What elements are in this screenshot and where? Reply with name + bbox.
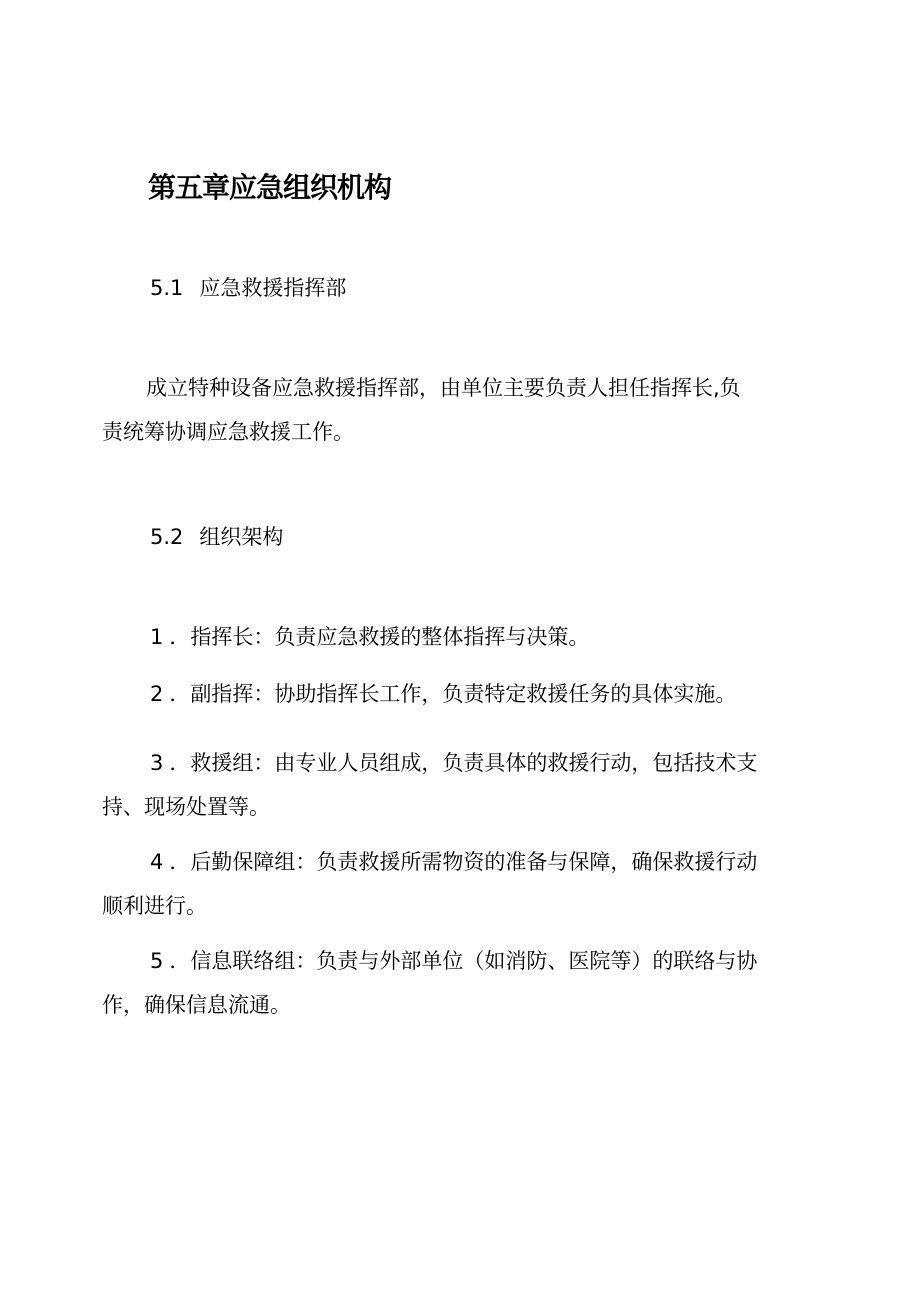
list-item-number: 5 — [150, 949, 164, 973]
list-item-text: ．副指挥：协助指挥长工作，负责特定救援任务的具体实施。 — [169, 682, 737, 706]
list-item-number: 1 — [150, 625, 164, 649]
list-item-text: ．信息联络组：负责与外部单位（如消防、医院等）的联络与协 — [169, 949, 758, 973]
list-item-number: 3 — [150, 751, 164, 775]
list-item — [102, 840, 826, 928]
list-item-text-continued: 顺利进行。 — [102, 894, 207, 918]
section-heading-5-2 — [150, 521, 283, 551]
section-title: 组织架构 — [199, 525, 284, 549]
section-title: 应急救援指挥部 — [199, 276, 347, 300]
list-item — [102, 741, 826, 829]
list-item-text: ．指挥长：负责应急救援的整体指挥与决策。 — [169, 625, 590, 649]
section-heading-5-1 — [150, 272, 346, 302]
paragraph-line: 成立特种设备应急救援指挥部，由单位主要负责人担任指挥长,负 — [146, 376, 741, 400]
list-item-text: ．后勤保障组：负责救援所需物资的准备与保障，确保救援行动 — [169, 850, 758, 874]
list-item — [102, 939, 826, 1027]
section-number: 5.2 — [150, 525, 184, 549]
list-item-text-continued: 持、现场处置等。 — [102, 795, 270, 819]
section-number: 5.1 — [150, 276, 184, 300]
list-item-text: ．救援组：由专业人员组成，负责具体的救援行动，包括技术支 — [169, 751, 758, 775]
list-item-number: 4 — [150, 850, 164, 874]
list-item — [146, 672, 826, 716]
chapter-title: 第五章应急组织机构 — [148, 171, 392, 204]
list-item-number: 2 — [150, 682, 164, 706]
list-item-text-continued: 作，确保信息流通。 — [102, 993, 291, 1017]
list-item — [146, 615, 826, 659]
paragraph-line: 责统筹协调应急救援工作。 — [102, 420, 354, 444]
section-paragraph — [102, 366, 826, 454]
